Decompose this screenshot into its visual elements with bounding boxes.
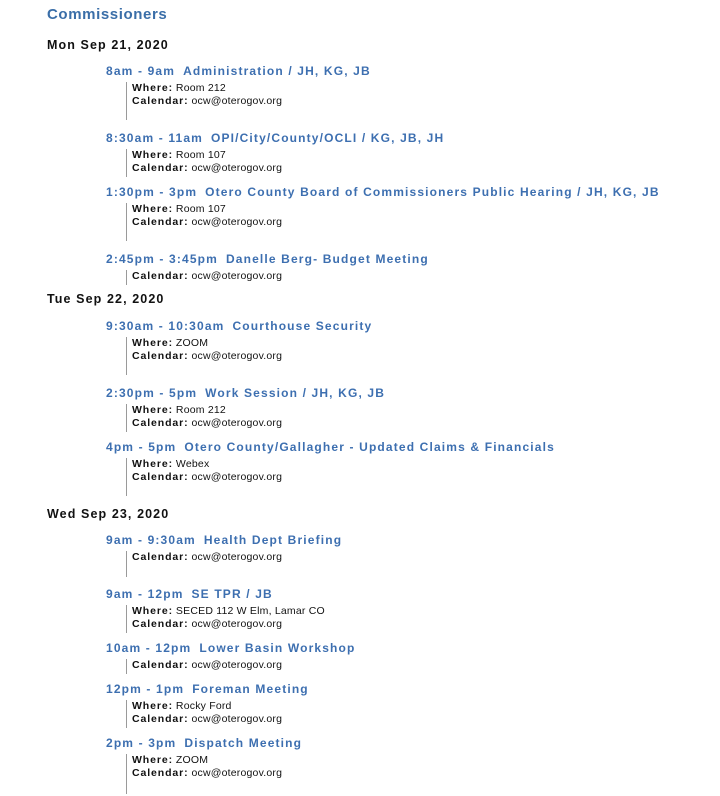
event-title: Otero County Board of Commissioners Public Hearing / JH, KG, JB — [205, 185, 660, 199]
calendar-label: Calendar: — [132, 95, 189, 107]
where-value: Room 107 — [175, 149, 226, 161]
calendar-label: Calendar: — [132, 417, 189, 429]
event-details — [126, 754, 302, 794]
event-title-line[interactable] — [106, 533, 342, 548]
event-title-line[interactable] — [106, 64, 371, 79]
calendar-value: ocw@oterogov.org — [191, 270, 283, 282]
calendar-label: Calendar: — [132, 551, 189, 563]
where-value: Room 107 — [175, 203, 226, 215]
day-heading: Tue Sep 22, 2020 — [47, 292, 165, 306]
event-entry[interactable] — [106, 319, 372, 375]
event-entry[interactable] — [106, 440, 555, 496]
where-value: Room 212 — [175, 82, 226, 94]
event-title-line[interactable] — [106, 131, 444, 146]
where-label: Where: — [132, 605, 173, 617]
calendar-value: ocw@oterogov.org — [191, 551, 283, 563]
event-title-line[interactable] — [106, 252, 429, 267]
event-entry[interactable] — [106, 131, 444, 177]
where-value: Rocky Ford — [175, 700, 232, 712]
event-details — [126, 551, 342, 577]
event-calendar — [132, 216, 660, 229]
event-where — [132, 404, 385, 417]
event-details — [126, 605, 325, 633]
event-entry[interactable] — [106, 64, 371, 120]
event-time: 2:45pm - 3:45pm — [106, 252, 218, 266]
event-details — [126, 700, 309, 728]
calendar-value: ocw@oterogov.org — [191, 216, 283, 228]
event-calendar — [132, 471, 555, 484]
event-entry[interactable] — [106, 185, 660, 241]
where-label: Where: — [132, 337, 173, 349]
event-title-line[interactable] — [106, 587, 325, 602]
where-label: Where: — [132, 404, 173, 416]
event-calendar — [132, 659, 356, 672]
calendar-title: Commissioners — [47, 6, 168, 23]
calendar-label: Calendar: — [132, 471, 189, 483]
calendar-label: Calendar: — [132, 659, 189, 671]
where-label: Where: — [132, 149, 173, 161]
event-time: 2pm - 3pm — [106, 736, 177, 750]
where-value: Webex — [175, 458, 210, 470]
event-title: SE TPR / JB — [191, 587, 273, 601]
event-calendar — [132, 767, 302, 780]
event-details — [126, 404, 385, 432]
calendar-label: Calendar: — [132, 162, 189, 174]
event-where — [132, 458, 555, 471]
event-time: 1:30pm - 3pm — [106, 185, 198, 199]
calendar-value: ocw@oterogov.org — [191, 417, 283, 429]
event-title-line[interactable] — [106, 386, 385, 401]
calendar-value: ocw@oterogov.org — [191, 659, 283, 671]
event-where — [132, 605, 325, 618]
where-value: ZOOM — [175, 337, 209, 349]
day-heading: Wed Sep 23, 2020 — [47, 507, 170, 521]
event-details — [126, 270, 429, 285]
event-entry[interactable] — [106, 682, 309, 728]
event-details — [126, 337, 372, 375]
event-title: Administration / JH, KG, JB — [183, 64, 371, 78]
calendar-value: ocw@oterogov.org — [191, 162, 283, 174]
event-entry[interactable] — [106, 386, 385, 432]
event-details — [126, 82, 371, 120]
event-title: Dispatch Meeting — [184, 736, 303, 750]
calendar-value: ocw@oterogov.org — [191, 713, 283, 725]
event-time: 4pm - 5pm — [106, 440, 177, 454]
event-entry[interactable] — [106, 641, 356, 674]
event-calendar — [132, 417, 385, 430]
event-time: 12pm - 1pm — [106, 682, 185, 696]
calendar-value: ocw@oterogov.org — [191, 471, 283, 483]
event-entry[interactable] — [106, 587, 325, 633]
event-entry[interactable] — [106, 252, 429, 285]
calendar-value: ocw@oterogov.org — [191, 350, 283, 362]
event-entry[interactable] — [106, 533, 342, 577]
event-title: Otero County/Gallagher - Updated Claims & Financials — [184, 440, 555, 454]
event-time: 8:30am - 11am — [106, 131, 204, 145]
event-title: Work Session / JH, KG, JB — [205, 386, 386, 400]
event-where — [132, 203, 660, 216]
event-calendar — [132, 551, 342, 564]
where-label: Where: — [132, 458, 173, 470]
event-time: 9:30am - 10:30am — [106, 319, 225, 333]
event-time: 9am - 9:30am — [106, 533, 196, 547]
calendar-value: ocw@oterogov.org — [191, 618, 283, 630]
calendar-label: Calendar: — [132, 618, 189, 630]
event-title-line[interactable] — [106, 682, 309, 697]
event-calendar — [132, 618, 325, 631]
event-entry[interactable] — [106, 736, 302, 794]
event-title: Lower Basin Workshop — [199, 641, 356, 655]
calendar-label: Calendar: — [132, 350, 189, 362]
event-title: Courthouse Security — [232, 319, 373, 333]
event-title-line[interactable] — [106, 185, 660, 200]
where-label: Where: — [132, 754, 173, 766]
event-time: 10am - 12pm — [106, 641, 192, 655]
event-time: 2:30pm - 5pm — [106, 386, 198, 400]
event-where — [132, 754, 302, 767]
event-details — [126, 458, 555, 496]
event-details — [126, 659, 356, 674]
event-calendar — [132, 713, 309, 726]
event-title: OPI/City/County/OCLI / KG, JB, JH — [211, 131, 445, 145]
day-heading: Mon Sep 21, 2020 — [47, 38, 169, 52]
event-details — [126, 149, 444, 177]
event-title-line[interactable] — [106, 319, 372, 334]
event-details — [126, 203, 660, 241]
event-calendar — [132, 162, 444, 175]
calendar-value: ocw@oterogov.org — [191, 95, 283, 107]
event-where — [132, 82, 371, 95]
calendar-label: Calendar: — [132, 216, 189, 228]
event-time: 8am - 9am — [106, 64, 176, 78]
event-title-line[interactable] — [106, 440, 555, 455]
where-value: ZOOM — [175, 754, 209, 766]
event-where — [132, 337, 372, 350]
where-value: SECED 112 W Elm, Lamar CO — [175, 605, 325, 617]
where-label: Where: — [132, 203, 173, 215]
where-label: Where: — [132, 82, 173, 94]
calendar-value: ocw@oterogov.org — [191, 767, 283, 779]
event-title: Danelle Berg- Budget Meeting — [225, 252, 429, 266]
where-value: Room 212 — [175, 404, 226, 416]
where-label: Where: — [132, 700, 173, 712]
event-title: Foreman Meeting — [192, 682, 309, 696]
calendar-label: Calendar: — [132, 713, 189, 725]
event-where — [132, 700, 309, 713]
event-calendar — [132, 95, 371, 108]
event-where — [132, 149, 444, 162]
event-calendar — [132, 350, 372, 363]
event-title-line[interactable] — [106, 736, 302, 751]
calendar-label: Calendar: — [132, 767, 189, 779]
event-title: Health Dept Briefing — [203, 533, 343, 547]
event-calendar — [132, 270, 429, 283]
calendar-label: Calendar: — [132, 270, 189, 282]
event-title-line[interactable] — [106, 641, 356, 656]
event-time: 9am - 12pm — [106, 587, 184, 601]
